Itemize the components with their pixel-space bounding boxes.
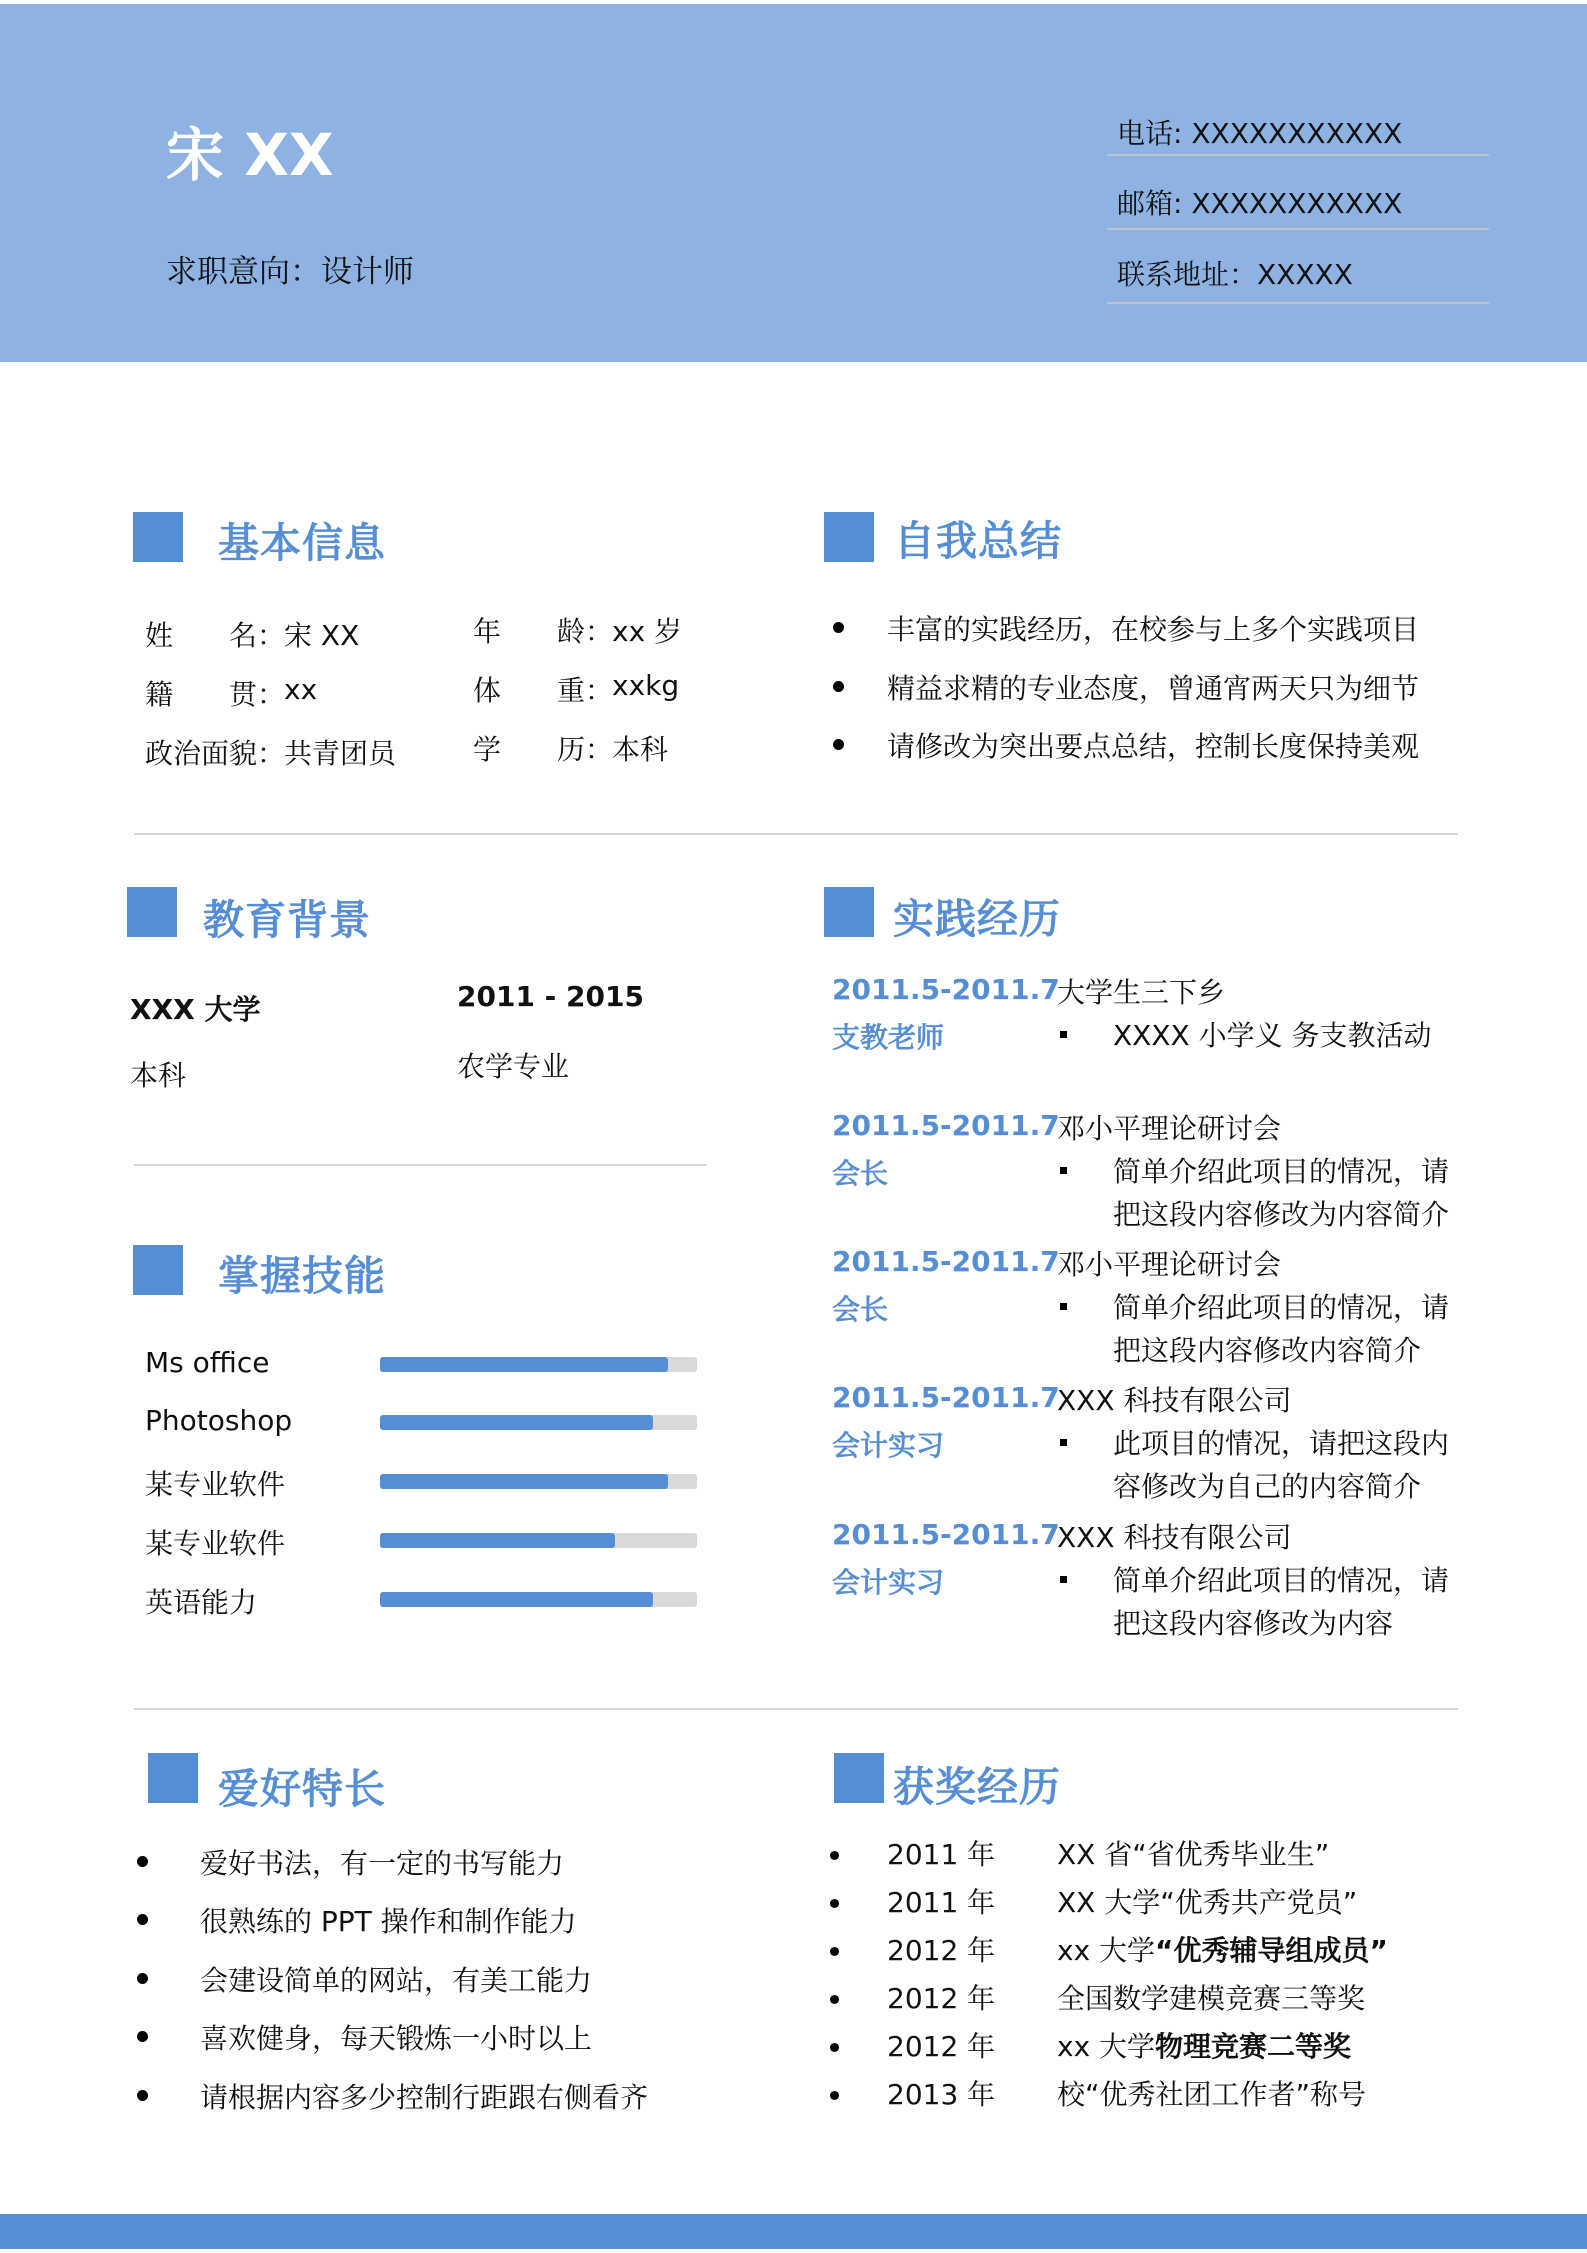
award-text — [1057, 2025, 1351, 2065]
bullet-icon — [830, 1851, 839, 1860]
practice-desc: XXXX 小学义 务支教活动 — [1113, 1019, 1432, 1052]
section-divider — [134, 833, 1458, 835]
skill-name: 某专业软件 — [145, 1527, 286, 1560]
practice-role: 会计实习 — [832, 1429, 945, 1462]
info-label: 体 — [473, 674, 502, 707]
practice-desc: 把这段内容修改为内容简介 — [1113, 1198, 1450, 1231]
award-text — [1057, 1929, 1388, 1969]
section-marker-icon — [133, 1245, 183, 1295]
contact-divider — [1107, 154, 1489, 156]
hobby-item: 很熟练的 PPT 操作和制作能力 — [200, 1905, 577, 1938]
bullet-icon — [1060, 1167, 1067, 1174]
bullet-icon — [1060, 1576, 1067, 1583]
info-label: 贯： — [229, 678, 286, 711]
contact-divider — [1107, 228, 1489, 230]
section-marker-icon — [127, 887, 177, 937]
info-value: 本科 — [612, 733, 669, 766]
hobby-item: 会建设简单的网站，有美工能力 — [200, 1964, 593, 1997]
practice-desc: 简单介绍此项目的情况，请 — [1113, 1155, 1450, 1188]
bullet-icon — [830, 1995, 839, 2004]
info-value: xxkg — [612, 669, 680, 702]
section-marker-icon — [834, 1753, 884, 1803]
section-title-summary: 自我总结 — [894, 517, 1062, 565]
job-intent: 求职意向：设计师 — [166, 254, 414, 290]
practice-desc: 容修改为自己的内容简介 — [1113, 1470, 1422, 1503]
summary-item: 精益求精的专业态度，曾通宵两天只为细节 — [887, 672, 1420, 705]
practice-role: 支教老师 — [832, 1021, 945, 1054]
school-name: XXX 大学 — [130, 993, 261, 1026]
bullet-icon — [830, 1947, 839, 1956]
practice-org: 大学生三下乡 — [1057, 976, 1226, 1009]
award-name: XX 大学“优秀共产党员” — [1057, 1886, 1358, 1919]
contact-phone: 电话: XXXXXXXXXXX — [1117, 117, 1403, 150]
info-value: xx — [284, 673, 318, 706]
award-text — [1057, 2073, 1366, 2113]
section-title-practice: 实践经历 — [893, 895, 1061, 943]
award-year: 2012 年 — [887, 1934, 996, 1967]
practice-date: 2011.5-2011.7 — [832, 1381, 1060, 1414]
practice-desc: 把这段内容修改为内容 — [1113, 1607, 1394, 1640]
info-value: 共青团员 — [284, 737, 397, 770]
bullet-icon — [137, 2031, 148, 2042]
candidate-name: 宋 XX — [166, 121, 334, 189]
info-label: 政治面貌： — [145, 737, 286, 770]
award-name: XX 省“省优秀毕业生” — [1057, 1838, 1330, 1871]
info-label: 历： — [557, 733, 614, 766]
footer-bar — [0, 2214, 1587, 2249]
bullet-icon — [830, 2091, 839, 2100]
practice-desc: 此项目的情况，请把这段内 — [1113, 1427, 1450, 1460]
info-label: 学 — [473, 733, 502, 766]
skill-name: Ms office — [145, 1346, 270, 1379]
award-text — [1057, 1833, 1329, 1873]
award-text — [1057, 1881, 1357, 1921]
practice-org: XXX 科技有限公司 — [1057, 1384, 1292, 1417]
contact-divider — [1107, 302, 1489, 304]
award-year: 2012 年 — [887, 2030, 996, 2063]
contact-email: 邮箱: XXXXXXXXXXX — [1117, 187, 1403, 220]
education-period: 2011 - 2015 — [457, 980, 644, 1013]
award-year: 2012 年 — [887, 1982, 996, 2015]
practice-date: 2011.5-2011.7 — [832, 1245, 1060, 1278]
info-value: 宋 XX — [284, 619, 360, 652]
contact-address: 联系地址：XXXXX — [1117, 258, 1353, 291]
section-title-basic-info: 基本信息 — [218, 519, 386, 567]
section-marker-icon — [824, 887, 874, 937]
award-name: 全国数学建模竞赛三等奖 — [1057, 1982, 1366, 2015]
skill-bar-fill — [380, 1592, 653, 1607]
award-name: 校“优秀社团工作者”称号 — [1057, 2078, 1367, 2111]
info-label: 名： — [229, 619, 286, 652]
bullet-icon — [137, 1973, 148, 1984]
hobby-item: 爱好书法，有一定的书写能力 — [200, 1847, 565, 1880]
skill-bar — [380, 1415, 697, 1430]
section-title-education: 教育背景 — [203, 896, 371, 944]
bullet-icon — [137, 1914, 148, 1925]
skill-bar-fill — [380, 1533, 615, 1548]
info-label: 龄： — [557, 615, 614, 648]
practice-desc: 把这段内容修改内容简介 — [1113, 1334, 1422, 1367]
bullet-icon — [833, 739, 844, 750]
bullet-icon — [1060, 1031, 1067, 1038]
bullet-icon — [830, 1899, 839, 1908]
info-label: 姓 — [145, 619, 174, 652]
section-marker-icon — [133, 512, 183, 562]
practice-date: 2011.5-2011.7 — [832, 1109, 1060, 1142]
section-title-skills: 掌握技能 — [218, 1252, 386, 1300]
award-year: 2011 年 — [887, 1838, 996, 1871]
info-label: 籍 — [145, 678, 174, 711]
info-label: 年 — [473, 615, 502, 648]
section-divider — [134, 1708, 1458, 1710]
summary-item: 丰富的实践经历，在校参与上多个实践项目 — [887, 613, 1420, 646]
practice-org: 邓小平理论研讨会 — [1057, 1248, 1282, 1281]
practice-date: 2011.5-2011.7 — [832, 973, 1060, 1006]
skill-bar-fill — [380, 1415, 653, 1430]
award-name: xx 大学 — [1057, 2030, 1156, 2063]
practice-role: 会长 — [832, 1157, 889, 1190]
award-year: 2011 年 — [887, 1886, 996, 1919]
skill-name: Photoshop — [145, 1404, 293, 1437]
section-marker-icon — [824, 512, 874, 562]
award-name-bold: “优秀辅导组成员” — [1155, 1934, 1388, 1967]
hobby-item: 喜欢健身，每天锻炼一小时以上 — [200, 2022, 593, 2055]
skill-bar — [380, 1533, 697, 1548]
bullet-icon — [1060, 1303, 1067, 1310]
section-divider — [134, 1164, 707, 1166]
practice-desc: 简单介绍此项目的情况，请 — [1113, 1564, 1450, 1597]
info-label: 重： — [557, 674, 614, 707]
bullet-icon — [833, 681, 844, 692]
practice-role: 会计实习 — [832, 1566, 945, 1599]
skill-name: 某专业软件 — [145, 1468, 286, 1501]
skill-name: 英语能力 — [145, 1586, 258, 1619]
section-title-awards: 获奖经历 — [893, 1763, 1061, 1811]
skill-bar — [380, 1592, 697, 1607]
section-marker-icon — [148, 1753, 198, 1803]
section-title-hobbies: 爱好特长 — [218, 1765, 386, 1813]
bullet-icon — [1060, 1439, 1067, 1446]
award-year: 2013 年 — [887, 2078, 996, 2111]
skill-bar-fill — [380, 1474, 668, 1489]
skill-bar — [380, 1474, 697, 1489]
bullet-icon — [137, 2090, 148, 2101]
skill-bar-fill — [380, 1357, 668, 1372]
practice-date: 2011.5-2011.7 — [832, 1518, 1060, 1551]
degree: 本科 — [130, 1059, 187, 1092]
bullet-icon — [137, 1856, 148, 1867]
info-value: xx 岁 — [612, 615, 683, 648]
practice-desc: 简单介绍此项目的情况，请 — [1113, 1291, 1450, 1324]
practice-org: 邓小平理论研讨会 — [1057, 1112, 1282, 1145]
bullet-icon — [833, 622, 844, 633]
award-name: xx 大学 — [1057, 1934, 1156, 1967]
summary-item: 请修改为突出要点总结，控制长度保持美观 — [887, 730, 1420, 763]
bullet-icon — [830, 2043, 839, 2052]
skill-bar — [380, 1357, 697, 1372]
practice-org: XXX 科技有限公司 — [1057, 1521, 1292, 1554]
award-name-bold: 物理竞赛二等奖 — [1155, 2030, 1352, 2063]
hobby-item: 请根据内容多少控制行距跟右侧看齐 — [200, 2081, 649, 2114]
practice-role: 会长 — [832, 1293, 889, 1326]
major: 农学专业 — [457, 1050, 570, 1083]
award-text — [1057, 1977, 1365, 2017]
